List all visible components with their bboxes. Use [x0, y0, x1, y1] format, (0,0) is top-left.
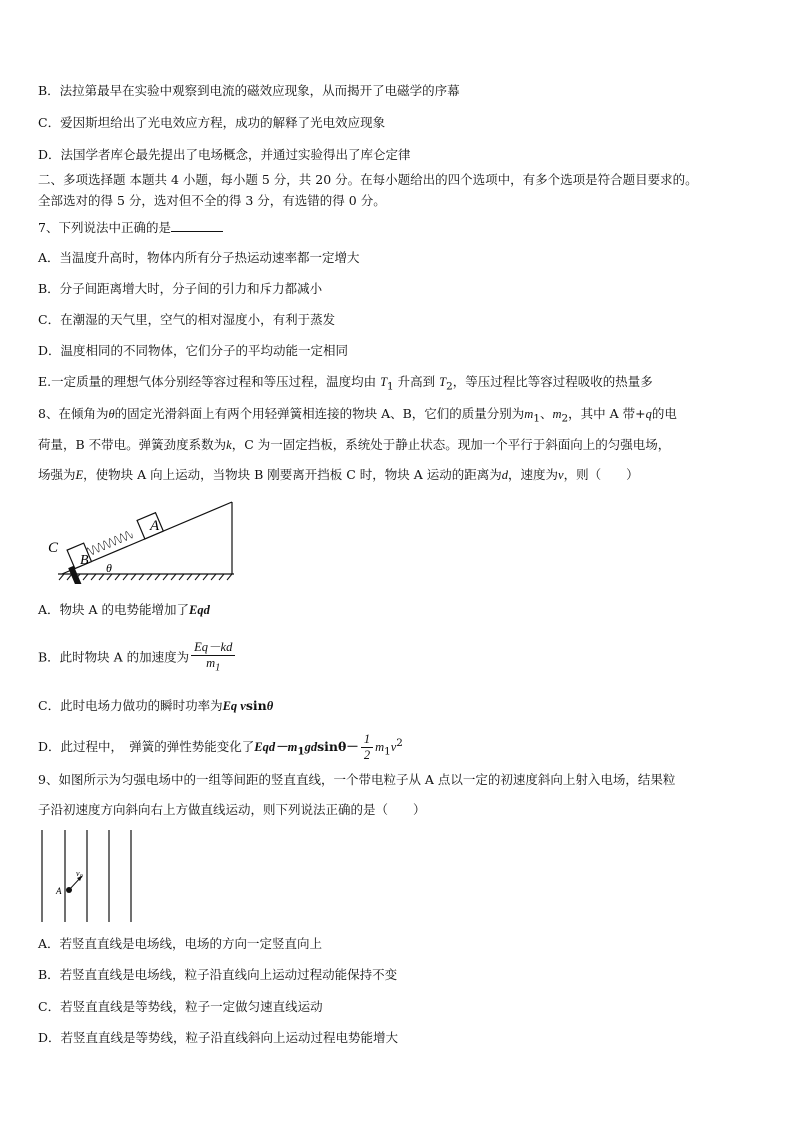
var-v: v: [558, 468, 564, 482]
var-t2: T: [439, 375, 447, 389]
var-theta: θ: [108, 407, 115, 421]
label-v: v: [76, 869, 80, 878]
label-theta: θ: [106, 561, 112, 575]
stopper-c: [68, 566, 88, 584]
spring: [86, 530, 133, 556]
section-2-instructions: 二、多项选择题 本题共 4 小题，每小题 5 分，共 20 分。在每小题给出的四个选项中，有多个选项是符合题目要求的。: [38, 172, 698, 187]
expr-part: Eqd－m: [254, 740, 298, 755]
q8-option-c-text: C．此时电场力做功的瞬时功率为: [38, 698, 223, 713]
sup-2: 2: [396, 737, 403, 749]
var-t1: T: [380, 375, 388, 389]
q8-option-b: [38, 640, 237, 676]
incline-figure: [40, 496, 240, 584]
q8-text: 8、在倾角为: [38, 406, 109, 421]
q7-option-b: B．分子间距离增大时，分子间的引力和斥力都减小: [38, 281, 323, 296]
sub-2: 2: [446, 380, 453, 393]
q6-option-d: D．法国学者库仑最先提出了电场概念，并通过实验得出了库仑定律: [38, 147, 411, 162]
field-lines-figure: [36, 828, 146, 924]
q8-text: 荷量，B 不带电。弹簧劲度系数为: [38, 437, 227, 452]
q7-option-c: C．在潮湿的天气里，空气的相对湿度小，有利于蒸发: [38, 312, 336, 327]
label-a: A: [56, 886, 62, 896]
fraction-numerator: 1: [361, 732, 373, 748]
q8-stem-line2: [38, 437, 670, 453]
answer-blank: [171, 219, 223, 232]
fraction-numerator: Eq－kd: [191, 640, 235, 656]
q8-option-d-text: D．此过程中， 弹簧的弹性势能变化了: [38, 739, 255, 755]
q8-text: 的电: [651, 406, 677, 421]
q7-option-a: A．当温度升高时，物体内所有分子热运动速率都一定增大: [38, 250, 360, 265]
q7-option-e-text: E.一定质量的理想气体分别经等容过程和等压过程，温度均由: [38, 374, 377, 389]
q9-option-c: C．若竖直直线是等势线，粒子一定做匀速直线运动: [38, 999, 323, 1014]
q9-option-d: D．若竖直直线是等势线，粒子沿直线斜向上运动过程电势能增大: [38, 1030, 399, 1045]
var-k: k: [226, 438, 232, 452]
sub-1: 1: [384, 745, 391, 758]
q9-option-b: B．若竖直直线是电场线，粒子沿直线向上运动过程动能保持不变: [38, 967, 398, 982]
ground-hatch: [59, 574, 232, 580]
q8-text: 的固定光滑斜面上有两个用轻弹簧相连接的物块 A、B，它们的质量分别为: [114, 406, 525, 421]
var-d: d: [501, 468, 508, 482]
q8-text: ，使物块 A 向上运动，当物块 B 刚要离开挡板 C 时，物块 A 运动的距离为: [83, 467, 502, 482]
expr-eqv: Eq v: [222, 699, 246, 713]
q8-text: ，其中 A 带+: [568, 406, 646, 421]
section-2-instructions-cont: 全部选对的得 5 分，选对但不全的得 3 分，有选错的得 0 分。: [38, 193, 386, 208]
den-m: m: [206, 656, 216, 670]
label-v-sub: 0: [79, 874, 83, 880]
q8-text: ，速度为: [508, 467, 559, 482]
expr-eqd: Eqd: [189, 603, 210, 617]
q8-text: ，C 为一固定挡板，系统处于静止状态。现加一个平行于斜面向上的匀强电场，: [231, 437, 671, 452]
q8-option-d: [38, 728, 403, 767]
expr-part: m: [375, 740, 385, 755]
expr-part: gd: [304, 740, 318, 755]
expr-sin: sin: [245, 698, 267, 713]
label-b: B: [80, 553, 89, 568]
label-c: C: [48, 540, 59, 556]
var-e: E: [75, 468, 84, 482]
q7-option-e-end: ，等压过程比等容过程吸收的热量多: [452, 374, 653, 389]
var-m1: m: [524, 407, 534, 421]
q9-option-a: A．若竖直直线是电场线，电场的方向一定竖直向上: [38, 936, 323, 951]
q8-text: ，则（ ）: [563, 467, 639, 482]
fraction-denominator: 2: [363, 748, 371, 763]
q7-option-e: [38, 374, 653, 395]
fraction-half: [361, 732, 373, 763]
sub-1: 1: [533, 412, 540, 425]
q7-stem-text: 7、下列说法中正确的是: [38, 220, 171, 235]
label-v0: [76, 869, 83, 880]
expr-part: v: [390, 740, 397, 755]
q8-stem-line3: [38, 467, 639, 483]
point-a: [66, 887, 72, 893]
q7-option-e-mid: 升高到: [397, 374, 436, 389]
var-m2: m: [552, 407, 562, 421]
sub-2: 2: [561, 412, 569, 425]
sub-1: 1: [387, 380, 394, 393]
q8-option-a: [38, 602, 210, 618]
q8-option-c: [38, 698, 273, 714]
q6-option-c: C．爱因斯坦给出了光电效应方程，成功的解释了光电效应现象: [38, 115, 386, 130]
q6-option-b: B．法拉第最早在实验中观察到电流的磁效应现象，从而揭开了电磁学的序幕: [38, 83, 460, 98]
sub-1: 1: [215, 662, 221, 674]
var-q: q: [645, 407, 652, 421]
var-theta: θ: [266, 699, 274, 713]
q8-stem-line1: [38, 406, 677, 427]
fraction: [191, 640, 235, 676]
q7-stem: [38, 219, 223, 236]
fraction-denominator: [191, 656, 235, 676]
q9-stem-line2: 子沿初速度方向斜向右上方做直线运动，则下列说法正确的是（ ）: [38, 802, 426, 817]
q8-option-a-text: A．物块 A 的电势能增加了: [38, 602, 190, 617]
q8-text: 、: [539, 406, 553, 421]
sub-1: 1: [297, 745, 305, 758]
q7-option-d: D．温度相同的不同物体，它们分子的平均动能一定相同: [38, 343, 349, 358]
expr-sin: sinθ－: [317, 739, 359, 755]
q8-text: 场强为: [38, 467, 76, 482]
q8-option-b-text: B．此时物块 A 的加速度为: [38, 649, 190, 665]
label-a: A: [150, 518, 160, 534]
q9-stem-line1: 9、如图所示为匀强电场中的一组等间距的竖直直线，一个带电粒子从 A 点以一定的初速度斜向上射入电场，结果粒: [38, 772, 676, 787]
